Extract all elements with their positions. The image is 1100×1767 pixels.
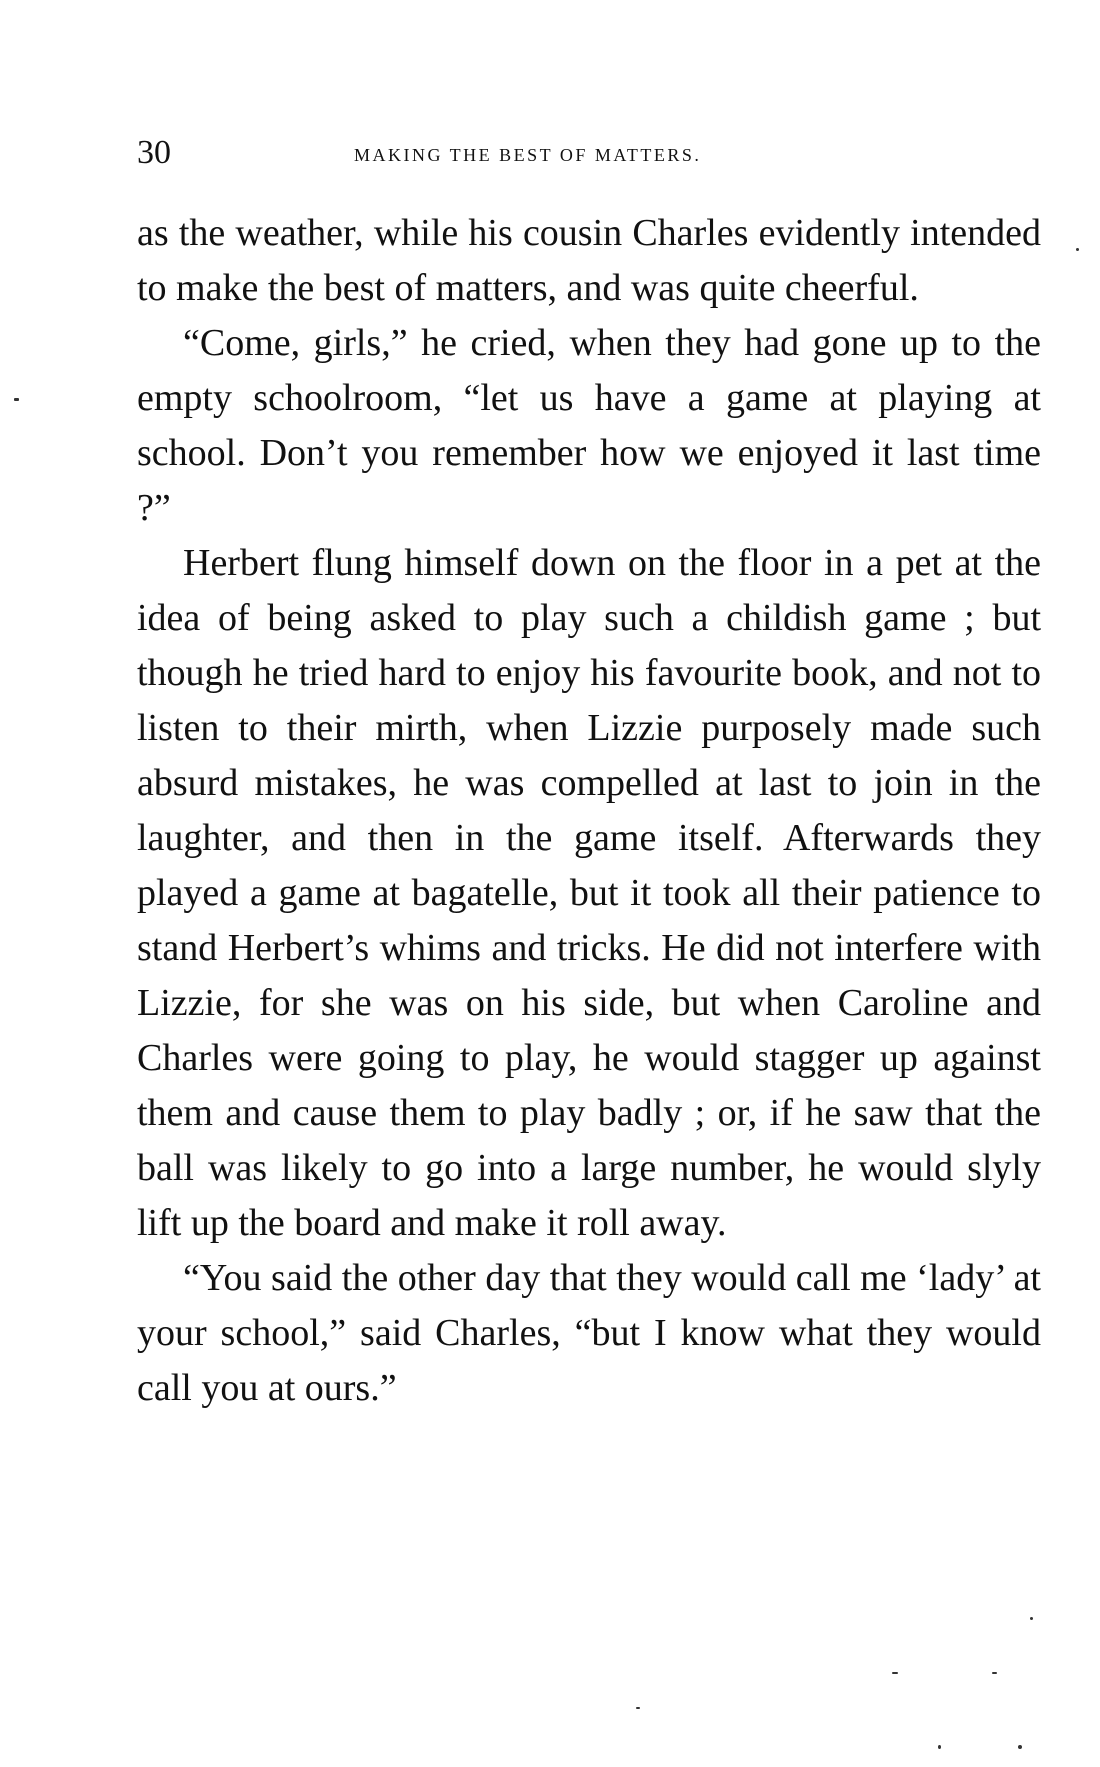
running-title: MAKING THE BEST OF MATTERS. <box>354 145 702 165</box>
scan-speck <box>1076 248 1079 251</box>
scan-speck <box>636 1707 640 1709</box>
paragraph-1: as the weather, while his cousin Charles evidently intended to make the best of matters, and was quite cheerful. <box>137 212 1041 309</box>
paragraph-3: Herbert flung himself down on the floor in a pet at the idea of being asked to play such a childish game ; but though he tried hard to enjoy his favourite book, and not to listen to their mirth, when Lizzie purposely made such absurd mistakes, he was compelled at last to join in the laughter, and then in the game itself. Afterwards they played a game at bagatelle, but it took all their patience to stand Herbert’s whims and tricks. He did not interfere with Lizzie, for she was on his side, but when Caroline and Charles were going to play, he would stagger up against them and cause them to play badly ; or, if he saw that the ball was likely to go into a large number, he would slyly lift up the board and make it roll away. <box>137 542 1041 1244</box>
scan-speck <box>892 1672 898 1674</box>
scan-speck <box>938 1745 941 1749</box>
scan-speck <box>1030 1617 1033 1620</box>
scan-speck <box>992 1672 997 1674</box>
running-head <box>137 128 1041 178</box>
page-number: 30 <box>137 134 171 171</box>
paragraph-4: “You said the other day that they would call me ‘lady’ at your school,” said Charles, “but I know what they would call you at ours.” <box>137 1257 1041 1409</box>
scan-speck <box>1018 1745 1022 1749</box>
scan-speck <box>14 398 19 401</box>
body-text <box>137 206 1041 1416</box>
paragraph-2: “Come, girls,” he cried, when they had gone up to the empty schoolroom, “let us have a game at playing at school. Don’t you remember how we enjoyed it last time ?” <box>137 322 1041 529</box>
